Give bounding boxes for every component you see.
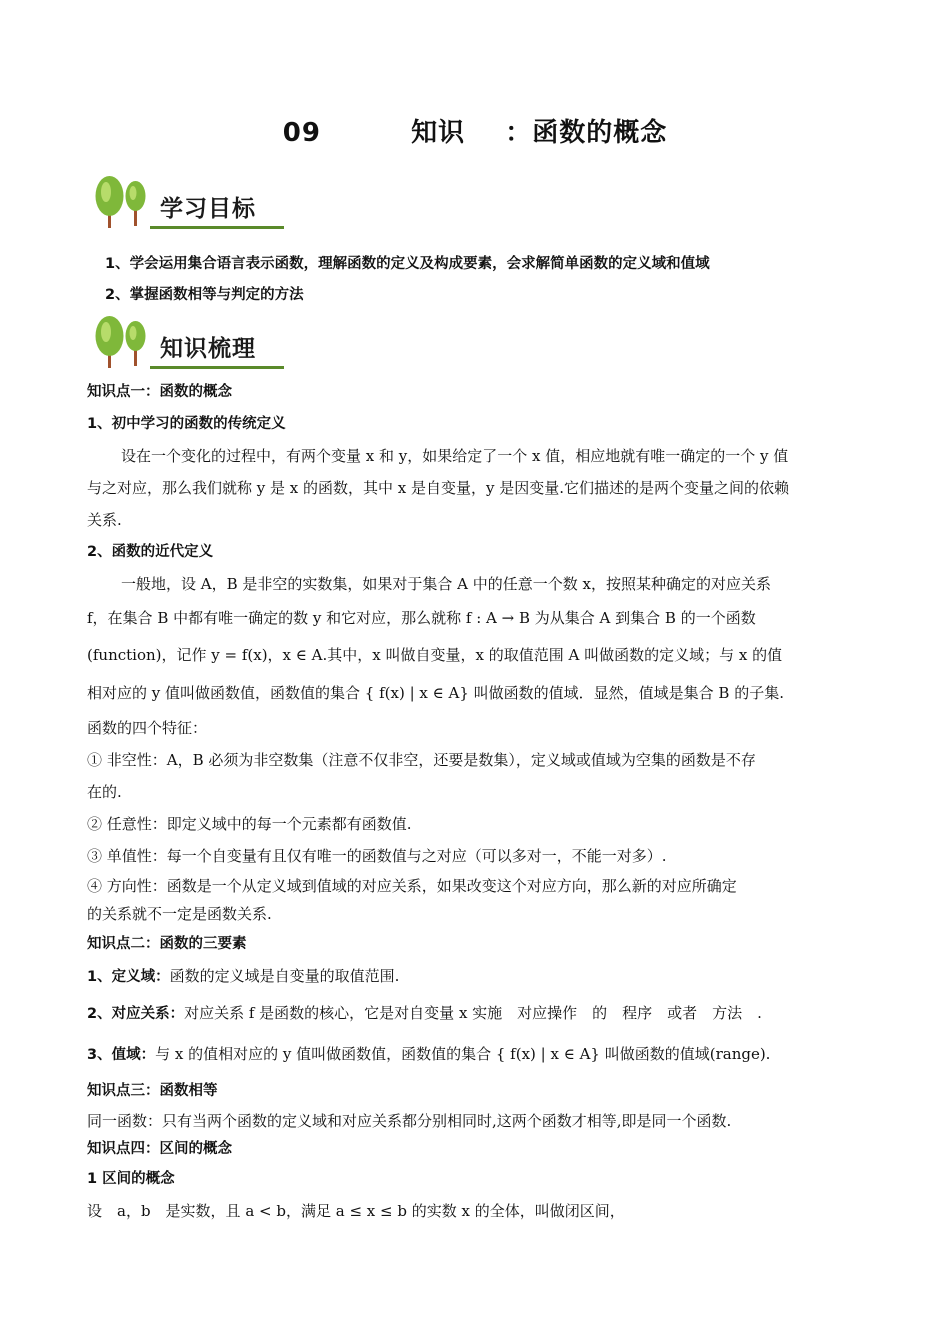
kp2-e3-text: 与 x 的值相对应的 y 值叫做函数值，函数值的集合 { f(x) | x ∈ A} 叫做函数的值域(range). [155, 1045, 771, 1063]
feature-1-line2: 在的. [87, 783, 122, 801]
kp1-para2-line2: f，在集合 B 中都有唯一确定的数 y 和它对应，那么就称 f : A → B 为从集合 A 到集合 B 的一个函数 [87, 609, 756, 627]
kp2-heading: 知识点二：函数的三要素 [87, 936, 247, 952]
feature-3: ③ 单值性：每一个自变量有且仅有唯一的函数值与之对应（可以多对一，不能一对多）. [87, 847, 667, 865]
kp2-e2-label: 2、对应关系： [87, 1006, 185, 1022]
section-banner-knowledge [90, 316, 290, 374]
tree-icon [90, 316, 154, 372]
kp1-sub1: 1、初中学习的函数的传统定义 [87, 416, 286, 432]
kp1-heading: 知识点一：函数的概念 [87, 384, 232, 400]
section-banner-goals [90, 176, 290, 234]
kp2-e1-text: 函数的定义域是自变量的取值范围. [169, 967, 400, 985]
kp2-e3-label: 3、值域： [87, 1047, 156, 1063]
tree-icon [90, 176, 154, 232]
goal-item-2: 2、掌握函数相等与判定的方法 [105, 287, 304, 303]
kp1-para2-line3: (function)，记作 y = f(x)，x ∈ A.其中，x 叫做自变量，x 的取值范围 A 叫做函数的定义域；与 x 的值 [87, 646, 783, 664]
kp2-element-2 [87, 993, 862, 1034]
section-underline [150, 226, 284, 229]
feature-4-line1: ④ 方向性：函数是一个从定义域到值域的对应关系，如果改变这个对应方向，那么新的对应所确定 [87, 877, 737, 895]
knowledge-body [87, 376, 862, 1227]
kp1-para2-line1: 一般地，设 A，B 是非空的实数集，如果对于集合 A 中的任意一个数 x，按照某种确定的对应关系 [121, 575, 771, 593]
kp1-para1-line1: 设在一个变化的过程中，有两个变量 x 和 y，如果给定了一个 x 值，相应地就有唯一确定的一个 y 值 [121, 447, 789, 465]
kp2-e1-label: 1、定义域： [87, 969, 170, 985]
kp1-para1-line3: 关系. [87, 511, 122, 529]
title-part2: ：函数的概念 [505, 118, 668, 148]
kp4-heading: 知识点四：区间的概念 [87, 1141, 232, 1157]
page-title [0, 112, 950, 149]
feature-1-line1: ① 非空性：A，B 必须为非空数集（注意不仅非空，还要是数集），定义域或值域为空集的函数是不存 [87, 751, 756, 769]
goals-section-title: 学习目标 [160, 196, 256, 222]
kp2-element-1 [87, 960, 862, 993]
kp1-para1-line2: 与之对应，那么我们就称 y 是 x 的函数，其中 x 是自变量，y 是因变量.它们描述的是两个变量之间的依赖 [87, 479, 790, 497]
title-part1: 知识 [411, 118, 466, 148]
goal-item-1: 1、学会运用集合语言表示函数，理解函数的定义及构成要素，会求解简单函数的定义域和值域 [105, 256, 710, 272]
feature-4-line2: 的关系就不一定是函数关系. [87, 905, 272, 923]
kp4-sub1: 1 区间的概念 [87, 1171, 175, 1187]
kp1-para2-line4: 相对应的 y 值叫做函数值，函数值的集合 { f(x) | x ∈ A} 叫做函数的值域．显然，值域是集合 B 的子集. [87, 684, 784, 702]
kp2-element-3 [87, 1034, 862, 1075]
title-number: 09 [282, 118, 321, 148]
kp3-heading: 知识点三：函数相等 [87, 1083, 218, 1099]
features-title: 函数的四个特征： [87, 719, 208, 737]
kp3-text: 同一函数：只有当两个函数的定义域和对应关系都分别相同时,这两个函数才相等,即是同一个函数. [87, 1112, 732, 1130]
kp2-e2-text: 对应关系 f 是函数的核心，它是对自变量 x 实施 对应操作 的 程序 或者 方法 . [184, 1004, 762, 1022]
section-underline [150, 366, 284, 369]
knowledge-section-title: 知识梳理 [160, 336, 256, 362]
feature-2: ② 任意性：即定义域中的每一个元素都有函数值. [87, 815, 412, 833]
kp1-sub2: 2、函数的近代定义 [87, 544, 214, 560]
kp4-text: 设 a，b 是实数，且 a < b，满足 a ≤ x ≤ b 的实数 x 的全体，叫做闭区间， [87, 1202, 625, 1220]
